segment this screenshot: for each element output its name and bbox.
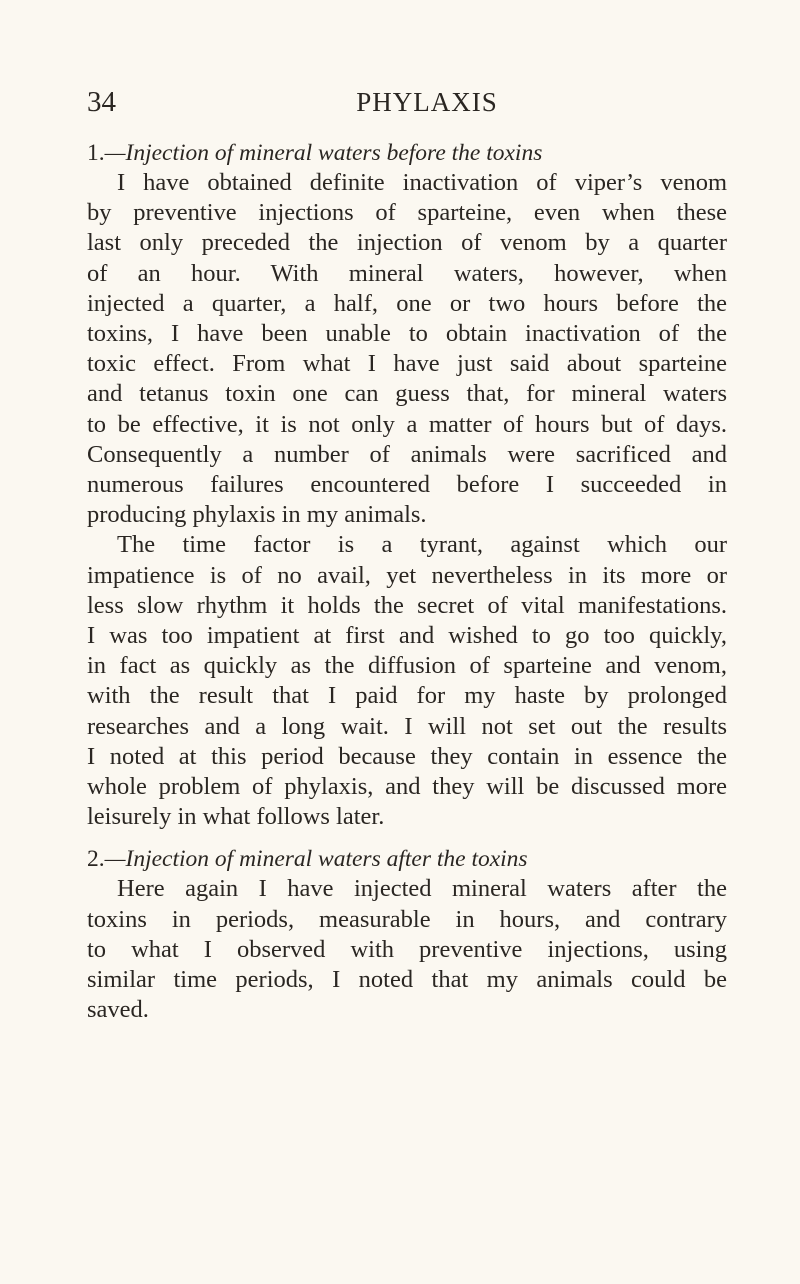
text-line: saved.	[87, 996, 149, 1024]
section-1-title: —Injection of mineral waters before the toxins	[104, 140, 543, 166]
text-line: to what I observed with preventive injections, using	[87, 935, 727, 963]
text-line: Here again I have injected mineral waters after the	[117, 875, 727, 903]
text-line: whole problem of phylaxis, and they will be discussed more	[87, 773, 727, 801]
text-line: toxins, I have been unable to obtain inactivation of the	[87, 320, 727, 348]
section-gap	[87, 832, 727, 844]
text-line: producing phylaxis in my animals.	[87, 501, 427, 529]
section-1-heading	[87, 138, 727, 168]
text-line: leisurely in what follows later.	[87, 803, 385, 831]
section-2-title: —Injection of mineral waters after the toxins	[104, 846, 528, 873]
running-head: PHYLAXIS	[356, 87, 498, 117]
section-2-heading	[87, 844, 727, 874]
text-line: and tetanus toxin one can guess that, for mineral waters	[87, 380, 727, 408]
text-line: less slow rhythm it holds the secret of vital manifestations.	[87, 591, 727, 619]
page-number: 34	[87, 86, 116, 118]
text-line: by preventive injections of sparteine, even when these	[87, 199, 727, 227]
text-line: I was too impatient at first and wished to go too quickly,	[87, 622, 727, 650]
text-line: injected a quarter, a half, one or two hours before the	[87, 289, 727, 317]
text-line: to be effective, it is not only a matter of hours but of days.	[87, 410, 727, 438]
text-line: last only preceded the injection of venom by a quarter	[87, 229, 727, 257]
page-header	[87, 82, 727, 122]
text-line: I have obtained definite inactivation of viper’s venom	[117, 169, 727, 196]
section-2-paragraph-1	[87, 874, 727, 1025]
text-line: The time factor is a tyrant, against which our	[117, 531, 727, 559]
text-line: with the result that I paid for my haste by prolonged	[87, 682, 727, 710]
section-1-paragraph-1	[87, 168, 727, 530]
text-line: impatience is of no avail, yet nevertheless in its more or	[87, 561, 727, 589]
text-line: toxins in periods, measurable in hours, and contrary	[87, 905, 727, 933]
text-line: toxic effect. From what I have just said about sparteine	[87, 350, 727, 378]
section-1-number: 1.	[87, 140, 105, 166]
text-line: Consequently a number of animals were sacrificed and	[87, 440, 727, 468]
text-line: numerous failures encountered before I succeeded in	[87, 471, 727, 499]
section-2-number: 2.	[87, 846, 105, 873]
text-line: in fact as quickly as the diffusion of sparteine and venom,	[87, 652, 727, 680]
body-text	[87, 138, 727, 1025]
text-line: I noted at this period because they contain in essence the	[87, 742, 727, 770]
text-line: similar time periods, I noted that my animals could be	[87, 966, 727, 994]
section-1-paragraph-2	[87, 530, 727, 832]
text-line: researches and a long wait. I will not set out the results	[87, 712, 727, 740]
text-line: of an hour. With mineral waters, however, when	[87, 259, 727, 287]
